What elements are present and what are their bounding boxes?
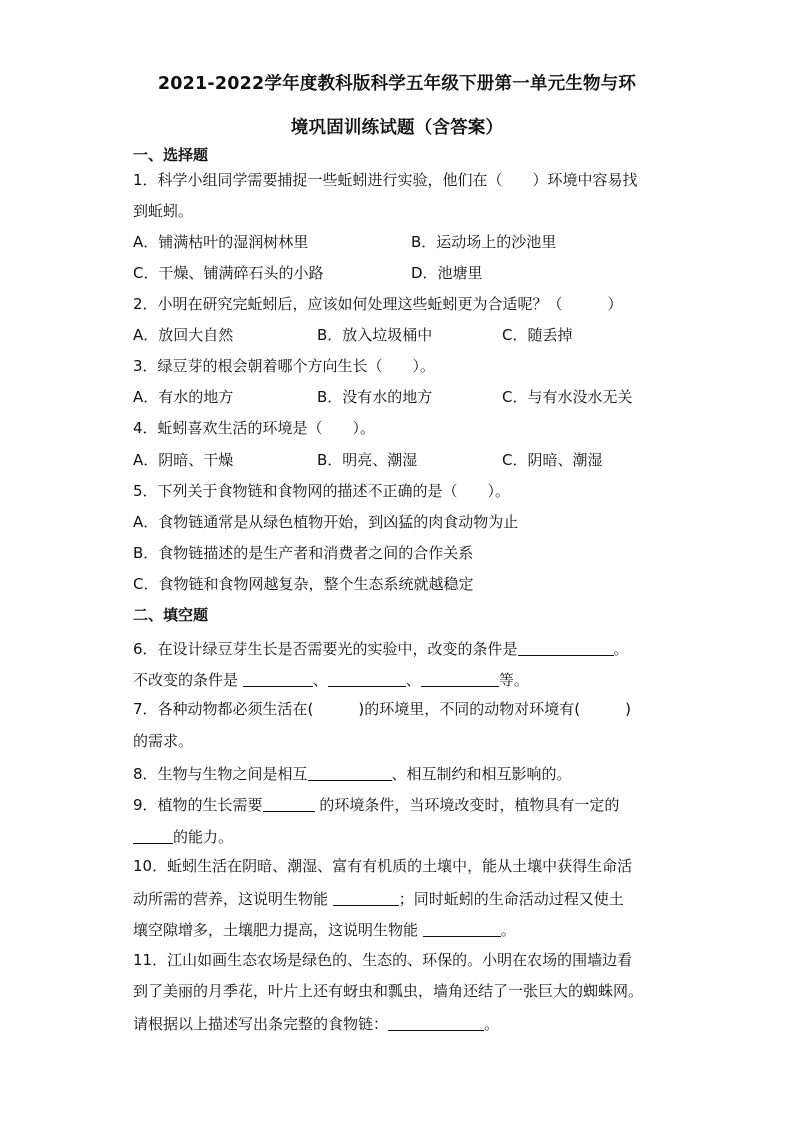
question-6-line-2 — [133, 668, 529, 690]
question-9-line-1 — [133, 793, 619, 815]
answer-blank[interactable] — [388, 1014, 484, 1031]
question-11-line-2: 到了美丽的月季花，叶片上还有蚜虫和瓢虫，墙角还结了一张巨大的蜘蛛网。 — [133, 982, 644, 1000]
question-4-option-a: A．阴暗、干燥 — [133, 451, 234, 469]
answer-blank[interactable] — [133, 827, 173, 844]
answer-blank[interactable] — [518, 639, 614, 656]
question-2-option-b: B．放入垃圾桶中 — [317, 326, 433, 344]
question-3-stem: 3．绿豆芽的根会朝着哪个方向生长（ ）。 — [133, 357, 436, 375]
answer-blank[interactable] — [333, 889, 399, 906]
question-2-option-a: A．放回大自然 — [133, 326, 234, 344]
question-10-text-a: 动所需的营养，这说明生物能 — [133, 890, 333, 908]
question-9-line-2 — [133, 825, 233, 847]
question-1-option-b: B．运动场上的沙池里 — [411, 233, 557, 251]
title-line-1: 2021-2022学年度教科版科学五年级下册第一单元生物与环 — [157, 74, 637, 94]
question-8-text-b: 、相互制约和相互影响的。 — [391, 765, 572, 783]
question-8-text-a: 8．生物与生物之间是相互 — [133, 765, 308, 783]
question-6-text-a: 6．在设计绿豆芽生长是否需要光的实验中，改变的条件是 — [133, 640, 518, 658]
question-5-stem: 5．下列关于食物链和食物网的描述不正确的是（ ）。 — [133, 482, 511, 500]
question-6-text-e: 、 — [405, 671, 421, 689]
question-10-line-1: 10．蚯蚓生活在阴暗、潮湿、富有有机质的土壤中，能从土壤中获得生命活 — [133, 857, 633, 875]
section-heading-fill: 二、填空题 — [133, 606, 209, 624]
answer-blank[interactable] — [328, 670, 406, 687]
question-7-line-1: 7．各种动物都必须生活在( )的环境里，不同的动物对环境有( ) — [133, 700, 631, 718]
title-line-2: 境巩固训练试题（含答案） — [290, 118, 504, 138]
question-1-option-c: C．干燥、铺满碎石头的小路 — [133, 264, 324, 282]
question-6-text-d: 、 — [312, 671, 328, 689]
section-heading-choice: 一、选择题 — [133, 146, 209, 164]
question-9-text-b: 的环境条件，当环境改变时，植物具有一定的 — [314, 796, 620, 814]
question-6-line-1 — [133, 637, 629, 659]
question-6-text-f: 等。 — [498, 671, 529, 689]
question-2-stem: 2．小明在研究完蚯蚓后，应该如何处理这些蚯蚓更为合适呢？（ ） — [133, 295, 623, 313]
question-6-text-c: 不改变的条件是 — [133, 671, 243, 689]
question-11-line-3 — [133, 1012, 499, 1034]
question-10-text-d: 。 — [500, 921, 516, 939]
question-3-option-b: B．没有水的地方 — [317, 388, 433, 406]
question-1-line-1: 1．科学小组同学需要捕捉一些蚯蚓进行实验，他们在（ ）环境中容易找 — [133, 171, 638, 189]
question-7-line-2: 的需求。 — [133, 732, 194, 750]
question-10-text-b: ；同时蚯蚓的生命活动过程又使土 — [398, 890, 624, 908]
question-10-text-c: 壤空隙增多，土壤肥力提高，这说明生物能 — [133, 921, 423, 939]
question-11-line-1: 11．江山如画生态农场是绿色的、生态的、环保的。小明在农场的围墙边看 — [133, 951, 633, 969]
question-1-option-d: D．池塘里 — [411, 264, 483, 282]
question-4-stem: 4．蚯蚓喜欢生活的环境是（ ）。 — [133, 419, 376, 437]
question-1-line-2: 到蚯蚓。 — [133, 202, 194, 220]
question-9-text-c: 的能力。 — [173, 828, 234, 846]
answer-blank[interactable] — [263, 795, 315, 812]
question-9-text-a: 9．植物的生长需要 — [133, 796, 263, 814]
answer-blank[interactable] — [421, 670, 499, 687]
answer-blank[interactable] — [423, 920, 501, 937]
question-3-option-a: A．有水的地方 — [133, 388, 234, 406]
question-10-line-2 — [133, 887, 624, 909]
question-3-option-c: C．与有水没水无关 — [502, 388, 633, 406]
question-11-text-a: 请根据以上描述写出条完整的食物链： — [133, 1015, 389, 1033]
question-5-option-b: B．食物链描述的是生产者和消费者之间的合作关系 — [133, 544, 474, 562]
question-2-option-c: C．随丢掉 — [502, 326, 573, 344]
question-10-line-3 — [133, 918, 516, 940]
question-4-option-b: B．明亮、潮湿 — [317, 451, 418, 469]
answer-blank[interactable] — [308, 764, 392, 781]
answer-blank[interactable] — [243, 670, 313, 687]
question-6-text-b: 。 — [613, 640, 629, 658]
question-8-line — [133, 762, 572, 784]
question-1-option-a: A．铺满枯叶的湿润树林里 — [133, 233, 309, 251]
question-5-option-c: C．食物链和食物网越复杂，整个生态系统就越稳定 — [133, 575, 474, 593]
question-4-option-c: C．阴暗、潮湿 — [502, 451, 603, 469]
question-5-option-a: A．食物链通常是从绿色植物开始，到凶猛的肉食动物为止 — [133, 513, 519, 531]
question-11-text-b: 。 — [484, 1015, 500, 1033]
